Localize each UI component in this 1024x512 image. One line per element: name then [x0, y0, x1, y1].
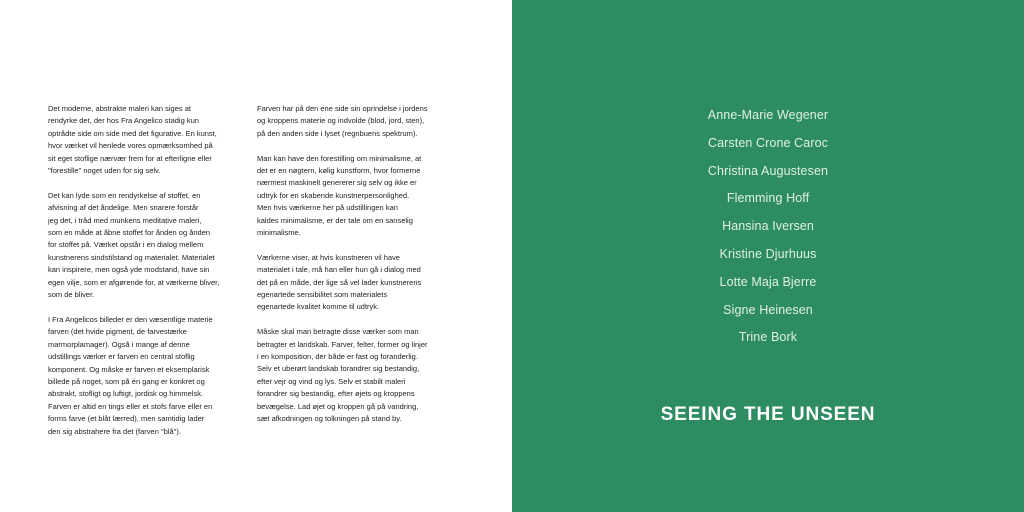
paragraph: Farven har på den ene side sin oprindelse i jordens og kroppens materie og indvolde (blod, jord, sten), på den anden side i lyset (regnbuens spektrum). [257, 104, 428, 138]
artist-list [512, 102, 1024, 352]
exhibition-title: SEEING THE UNSEEN [660, 404, 876, 425]
artist-name: Hansina Iversen [722, 219, 814, 234]
artist-name: Christina Augustesen [707, 163, 829, 178]
artist-name: Kristine Djurhuus [719, 246, 817, 261]
artist-name: Carsten Crone Caroc [707, 135, 828, 150]
artist-name: Flemming Hoff [726, 191, 810, 206]
paragraph: Måske skal man betragte disse værker som man betragter et landskab. Farver, felter, former og linjer i en komposition, der både er fast og foranderlig. Selv et uberørt landskab forandrer sig bestandig, efter vejr og vind og lys. Selv et stabilt maleri forandrer sig bestandig, efter øjets og kroppens bevægelse. Lad øjet og kroppen gå på vandring, sæt afkodningen og tolkningen på stand by. [257, 327, 428, 424]
cover-panel [512, 0, 1024, 512]
text-column-right [257, 103, 453, 438]
artist-name: Trine Bork [738, 330, 798, 345]
paragraph: Værkerne viser, at hvis kunstneren vil have materialet i tale, må han eller hun gå i dialog med det på en måde, der lige så vel lader kunstnerens egenartede sensibilitet som materialets egenartede kvalitet komme til udtryk. [257, 252, 422, 312]
text-column-left [48, 103, 244, 450]
paragraph: Det kan lyde som en rendyrkelse af stoffet, en afvisning af det åndelige. Men snarere forstår jeg det, i tråd med munkens meditative maleri, som en måde at åbne stoffet for ånden og ånden for stoffet på. Værket opstår i en dialog mellem kunstnerens sindstilstand og materialet. Materialet kan inspirere, men også yde modstand, have sin egen vilje, som er afgørende for, at værkerne bliver, som de bliver. [48, 190, 220, 300]
paragraph: I Fra Angelicos billeder er den væsentlige materie farven (det hvide pigment, de farvestærke marmorplamager). Også i mange af denne udstillings værker er farven en central stoflig komponent. Og måske er farven et eksemplarisk billede på noget, som på én gang er konkret og abstrakt, stofligt og luftigt, jordisk og himmelsk. Farven er altid en tings eller et stofs farve eller en forms farve (et blåt lærred), men samtidig lader den sig abstrahere fra det (farven "blå"). [48, 314, 213, 436]
paragraph: Det moderne, abstrakte maleri kan siges at rendyrke det, der hos Fra Angelico stadig kun optrådte side om side med det figurative. En kunst, hvor værket vil henlede vores opmærksomhed på sit eget stoflige nærvær frem for at efterligne eller "forestille" noget uden for sig selv. [48, 104, 217, 176]
artist-name: Signe Heinesen [723, 302, 813, 317]
artist-name: Anne-Marie Wegener [707, 108, 829, 122]
artist-name: Lotte Maja Bjerre [719, 274, 817, 289]
paragraph: Man kan have den forestilling om minimalisme, at det er en nøgtern, kølig kunstform, hvor formerne nærmest maskinelt genererer sig selv og ikke er udtryk for en skabende kunstnerpersonlighed. Men hvis værkerne her på udstillingen kan kaldes minimalisme, er der tale om en sanselig minimalisme. [257, 153, 422, 238]
